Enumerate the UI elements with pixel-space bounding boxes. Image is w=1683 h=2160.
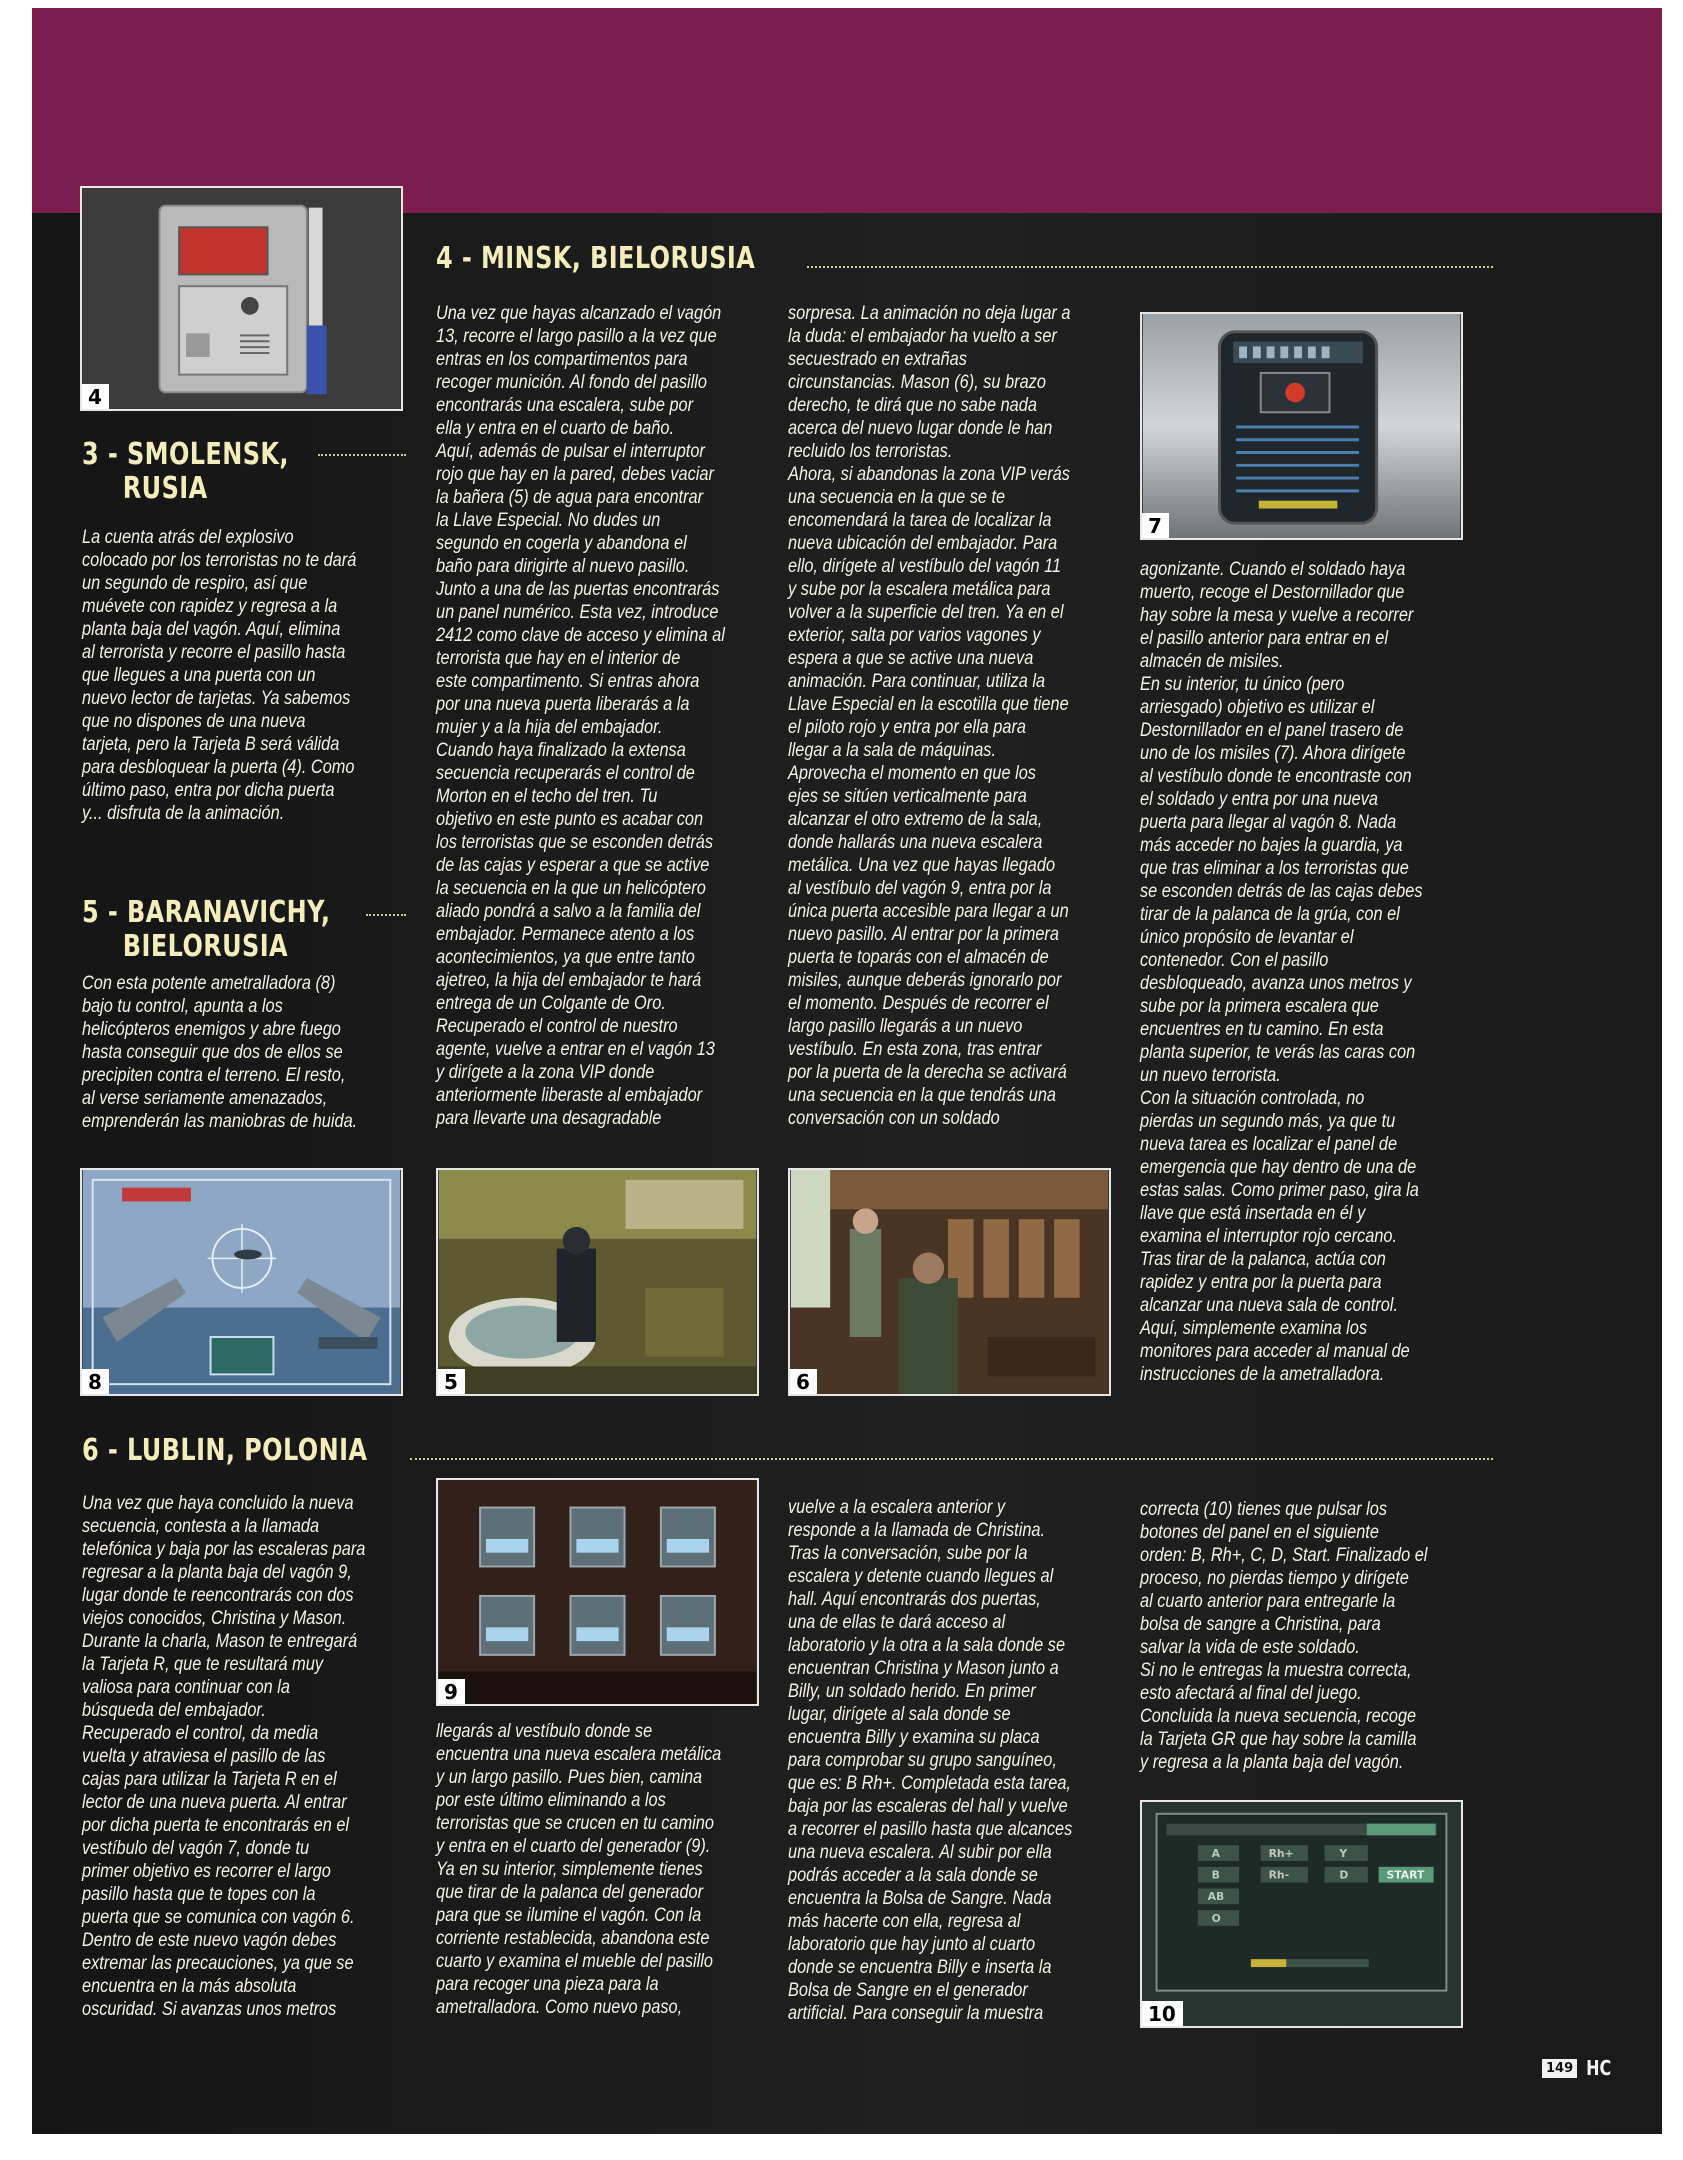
header-band bbox=[32, 8, 1662, 213]
panel-key-rh-plus: Rh+ bbox=[1268, 1847, 1294, 1861]
figure-label: 4 bbox=[82, 384, 109, 409]
title-line-1: 3 - SMOLENSK, bbox=[82, 437, 289, 472]
panel-key-d: D bbox=[1339, 1868, 1349, 1882]
gunner-view-illustration bbox=[82, 1170, 401, 1394]
lublin-column-4: correcta (10) tienes que pulsar los botones del panel en el siguiente orden: B, Rh+, C, D, Start. Finalizado el proceso, no pierdas tiempo y dirígete al cuarto anterior para entregarle la bolsa de sangre a Christina, para salvar la vida de este soldado. Si no le entregas la muestra correcta, esto afectará al final del juego. Concluida la nueva secuencia, recoge la Tarjeta GR que hay sobre la camilla y regresa a la planta baja del vagón. bbox=[1140, 1499, 1428, 1773]
figure-label: 8 bbox=[82, 1369, 109, 1394]
magazine-page bbox=[32, 8, 1662, 2134]
card-reader-illustration bbox=[82, 188, 401, 409]
bathroom-illustration bbox=[438, 1170, 757, 1394]
title-dotted-rule bbox=[807, 266, 1493, 268]
blood-panel-illustration bbox=[1142, 1802, 1461, 2026]
screenshot-6-vip-lounge bbox=[788, 1168, 1111, 1396]
figure-label: 5 bbox=[438, 1369, 465, 1394]
section-title-lublin: 6 - LUBLIN, POLONIA bbox=[82, 1433, 368, 1468]
panel-key-o: O bbox=[1211, 1911, 1221, 1925]
panel-key-rh-minus: Rh- bbox=[1268, 1868, 1290, 1882]
section-title-baranavichy bbox=[82, 896, 330, 964]
title-line-2: BIELORUSIA bbox=[122, 929, 289, 964]
title-dotted-rule bbox=[410, 1458, 1493, 1460]
screenshot-5-bathroom bbox=[436, 1168, 759, 1396]
screenshot-9-generator-room bbox=[436, 1478, 759, 1706]
minsk-column-2: sorpresa. La animación no deja lugar a la duda: el embajador ha vuelto a ser secuestrado en extrañas circunstancias. Mason (6), su brazo derecho, te dirá que no sabe nada acerca del nuevo lugar donde le han recluido los terroristas. Ahora, si abandonas la zona VIP verás una secuencia en la que se te encomendará la tarea de localizar la nueva ubicación del embajador. Para ello, dirígete al vestíbulo del vagón 11 y sube por la escalera metálica para volver a la superficie del tren. Ya en el exterior, salta por varios vagones y espera a que se active una nueva animación. Para continuar, utiliza la Llave Especial en la escotilla que tiene el piloto rojo y entra por ella para llegar a la sala de máquinas. Aprovecha el momento en que los ejes se sitúen verticalmente para alcanzar el otro extremo de la sala, donde hallarás una nueva escalera metálica. Una vez que hayas llegado al vestíbulo del vagón 9, entra por la única puerta accesible para llegar a un nuevo pasillo. Al entrar por la primera puerta te toparás con el almacén de misiles, aunque deberás ignorarlo por el momento. Después de recorrer el largo pasillo llegarás a un nuevo vestíbulo. En esta zona, tras entrar por la puerta de la derecha se activará una secuencia en la que tendrás una conversación con un soldado bbox=[788, 303, 1071, 1129]
section-title-minsk: 4 - MINSK, BIELORUSIA bbox=[436, 241, 756, 276]
title-dotted-rule bbox=[318, 454, 406, 456]
page-number: 149 bbox=[1542, 2059, 1577, 2078]
panel-key-y: Y bbox=[1339, 1847, 1348, 1861]
figure-label: 7 bbox=[1142, 513, 1169, 538]
panel-key-a: A bbox=[1211, 1847, 1220, 1861]
magazine-logo: HC bbox=[1586, 2056, 1612, 2080]
title-line-1: 5 - BARANAVICHY, bbox=[82, 895, 331, 930]
vip-lounge-illustration bbox=[790, 1170, 1109, 1394]
screenshot-10-blood-panel bbox=[1140, 1800, 1463, 2028]
title-dotted-rule bbox=[366, 914, 406, 916]
baranavichy-body: Con esta potente ametralladora (8) bajo tu control, apunta a los helicópteros enemigos y abre fuego hasta conseguir que dos de ellos se precipiten contra el terreno. El resto, al verse seriamente amenazados, emprenderán las maniobras de huida. bbox=[82, 973, 358, 1132]
title-line-2: RUSIA bbox=[122, 471, 208, 506]
smolensk-body: La cuenta atrás del explosivo colocado por los terroristas no te dará un segundo de respiro, así que muévete con rapidez y regresa a la planta baja del vagón. Aquí, elimina al terrorista y recorre el pasillo hasta que llegues a una puerta con un nuevo lector de tarjetas. Ya sabemos que no dispones de una nueva tarjeta, pero la Tarjeta B será válida para desbloquear la puerta (4). Como último paso, entra por dicha puerta y... disfruta de la animación. bbox=[82, 527, 357, 824]
panel-key-start: START bbox=[1386, 1868, 1425, 1882]
lublin-column-1: Una vez que haya concluido la nueva secuencia, contesta a la llamada telefónica y baja por las escaleras para regresar a la planta baja del vagón 9, lugar donde te reencontrarás con dos viejos conocidos, Christina y Mason. Durante la charla, Mason te entregará la Tarjeta R, que te resultará muy valiosa para continuar con la búsqueda del embajador. Recuperado el control, da media vuelta y atraviesa el pasillo de las cajas para utilizar la Tarjeta R en el lector de una nueva puerta. Al entrar por dicha puerta te encontrarás en el vestíbulo del vagón 7, donde tu primer objetivo es recorrer el largo pasillo hasta que te topes con la puerta que se comunica con vagón 6. Dentro de este nuevo vagón debes extremar las precauciones, ya que se encuentra en la más absoluta oscuridad. Si avanzas unos metros bbox=[82, 1493, 366, 2020]
figure-label: 10 bbox=[1142, 2001, 1183, 2026]
panel-key-b: B bbox=[1211, 1868, 1220, 1882]
screenshot-7-missile-panel bbox=[1140, 312, 1463, 540]
generator-room-illustration bbox=[438, 1480, 757, 1704]
figure-label: 9 bbox=[438, 1679, 465, 1704]
missile-panel-illustration bbox=[1142, 314, 1461, 538]
lublin-column-2: llegarás al vestíbulo donde se encuentra una nueva escalera metálica y un largo pasillo. Pues bien, camina por este último eliminando a los terroristas que se crucen en tu camino y entra en el cuarto del generador (9). Ya en su interior, simplemente tienes que tirar de la palanca del generador para que se ilumine el vagón. Con la corriente restablecida, abandona este cuarto y examina el mueble del pasillo para recoger una pieza para la ametralladora. Como nuevo paso, bbox=[436, 1721, 722, 2018]
screenshot-4-card-reader bbox=[80, 186, 403, 411]
lublin-column-3: vuelve a la escalera anterior y responde a la llamada de Christina. Tras la conversación, sube por la escalera y detente cuando llegues al hall. Aquí encontrarás dos puertas, una de ellas te dará acceso al laboratorio y la otra a la sala donde se encuentran Christina y Mason junto a Billy, un soldado herido. En primer lugar, dirígete al sala donde se encuentra Billy y examina su placa para comprobar su grupo sanguíneo, que es: B Rh+. Completada esta tarea, baja por las escaleras del hall y vuelve a recorrer el pasillo hasta que alcances una nueva escalera. Al subir por ella podrás acceder a la sala donde se encuentra la Bolsa de Sangre. Nada más hacerte con ella, regresa al laboratorio que hay junto al cuarto donde se encuentra Billy e inserta la Bolsa de Sangre en el generador artificial. Para conseguir la muestra bbox=[788, 1497, 1073, 2024]
panel-key-ab: AB bbox=[1207, 1890, 1225, 1904]
section-title-smolensk bbox=[82, 438, 289, 506]
minsk-column-1: Una vez que hayas alcanzado el vagón 13, recorre el largo pasillo a la vez que entras en los compartimentos para recoger munición. Al fondo del pasillo encontrarás una escalera, sube por ella y entra en el cuarto de baño. Aquí, además de pulsar el interruptor rojo que hay en la pared, debes vaciar la bañera (5) de agua para encontrar la Llave Especial. No dudes un segundo en cogerla y abandona el baño para dirigirte al nuevo pasillo. Junto a una de las puertas encontrarás un panel numérico. Esta vez, introduce 2412 como clave de acceso y elimina al terrorista que hay en el interior de este compartimento. Si entras ahora por una nueva puerta liberarás a la mujer y a la hija del embajador. Cuando haya finalizado la extensa secuencia recuperarás el control de Morton en el techo del tren. Tu objetivo en este punto es acabar con los terroristas que se esconden detrás de las cajas y esperar a que se active la secuencia en la que un helicóptero aliado pondrá a salvo a la familia del embajador. Permanece atento a los acontecimientos, ya que entre tanto ajetreo, la hija del embajador te hará entrega de un Colgante de Oro. Recuperado el control de nuestro agente, vuelve a entrar en el vagón 13 y dirígete a la zona VIP donde anteriormente liberaste al embajador para llevarte una desagradable bbox=[436, 303, 725, 1129]
page-folio bbox=[1542, 2056, 1615, 2080]
minsk-column-3: agonizante. Cuando el soldado haya muerto, recoge el Destornillador que hay sobre la mesa y vuelve a recorrer el pasillo anterior para entrar en el almacén de misiles. En su interior, tu único (pero arriesgado) objetivo es utilizar el Destornillador en el panel trasero de uno de los misiles (7). Ahora dirígete al vestíbulo donde te encontraste con el soldado y entra por una nueva puerta para llegar al vagón 8. Nada más acceder no bajes la guardia, ya que tras eliminar a los terroristas que se esconden detrás de las cajas debes tirar de la palanca de la grúa, con el único propósito de levantar el contenedor. Con el pasillo desbloqueado, avanza unos metros y sube por la primera escalera que encuentres en tu camino. En esta planta superior, te verás las caras con un nuevo terrorista. Con la situación controlada, no pierdas un segundo más, ya que tu nueva tarea es localizar el panel de emergencia que hay dentro de una de estas salas. Como primer paso, gira la llave que está insertada en él y examina el interruptor rojo cercano. Tras tirar de la palanca, actúa con rapidez y entra por la puerta para alcanzar una nueva sala de control. Aquí, simplemente examina los monitores para acceder al manual de instrucciones de la ametralladora. bbox=[1140, 559, 1423, 1385]
screenshot-8-gunner-view bbox=[80, 1168, 403, 1396]
figure-label: 6 bbox=[790, 1369, 817, 1394]
